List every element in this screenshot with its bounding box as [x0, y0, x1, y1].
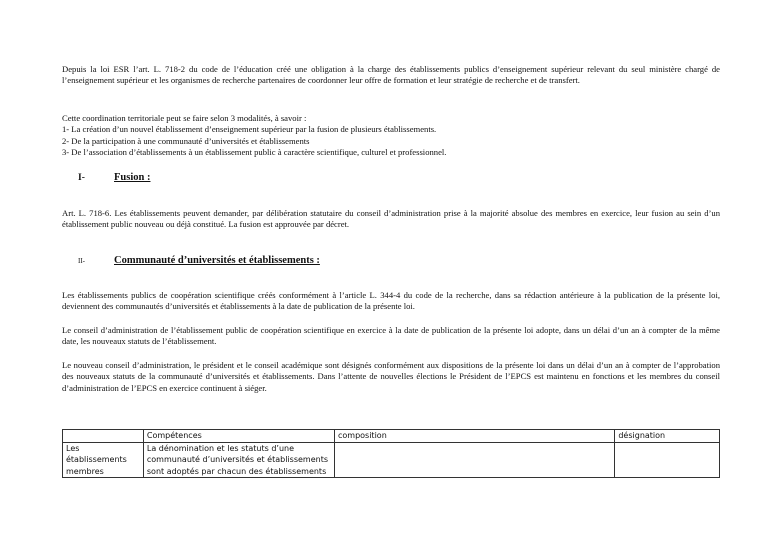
table-header-row [63, 430, 720, 443]
table-header-cell: Compétences [143, 430, 334, 443]
section-1-text: Art. L. 718-6. Les établissements peuvent demander, par délibération statutaire du conseil d’administration prise à la majorité absolue des membres en exercice, leur fusion au sein d’un établissement public nouveau ou déjà constitué. La fusion est approuvée par décret. [62, 208, 720, 230]
section-1-title: Fusion : [114, 172, 151, 183]
coordination-block [62, 113, 720, 158]
coordination-item-2: 2- De la participation à une communauté d’universités et établissements [62, 135, 310, 146]
comparison-table [62, 429, 720, 478]
table-header-cell [63, 430, 144, 443]
section-2-paragraph-1: Les établissements publics de coopération scientifique créés conformément à l’article L. 344-4 du code de la recherche, dans sa rédaction antérieure à la publication de la présente loi, deviennent des communautés d’universités et établissements à la date de publication de la présente loi. [62, 290, 720, 312]
coordination-item-1: 1- La création d’un nouvel établissement d’enseignement supérieur par la fusion de plusieurs établissements. [62, 124, 437, 135]
table-cell [615, 442, 720, 478]
table-row [63, 442, 720, 478]
section-2-number: II- [78, 257, 85, 265]
section-1-heading [62, 172, 150, 183]
table-header-cell: désignation [615, 430, 720, 443]
section-2-paragraph-3: Le nouveau conseil d’administration, le président et le conseil académique sont désignés conformément aux dispositions de la présente loi dans un délai d’un an à compter de l’approbation des nouveaux statuts de la communauté d’universités et établissements. Dans l’attente de nouvelles élections le Président de l’EPCS est maintenu en fonctions et les membres du conseil d’administration de l’EPCS en exercice continuent à siéger. [62, 360, 720, 393]
table-cell: La dénomination et les statuts d’une communauté d’universités et établissements sont adoptés par chacun des établissements [143, 442, 334, 478]
table-header-cell: composition [334, 430, 614, 443]
section-2-heading [62, 255, 320, 266]
section-1-number: I- [78, 173, 85, 183]
section-2-title: Communauté d’universités et établissements : [114, 255, 320, 266]
coordination-item-3: 3- De l’association d’établissements à un établissement public à caractère scientifique, culturel et professionnel. [62, 146, 447, 157]
table-cell [334, 442, 614, 478]
section-2-paragraph-2: Le conseil d’administration de l’établissement public de coopération scientifique en exercice à la date de publication de la présente loi adopte, dans un délai d’un an à compter de la même date, les nouveaux statuts de l’établissement. [62, 325, 720, 347]
intro-paragraph: Depuis la loi ESR l’art. L. 718-2 du code de l’éducation créé une obligation à la charge des établissements publics d’enseignement supérieur relevant du seul ministère chargé de l’enseignement supérieur et les organismes de recherche partenaires de coordonner leur offre de formation et leur stratégie de recherche et de transfert. [62, 64, 720, 86]
table-cell: Les établissements membres [63, 442, 144, 478]
coordination-lead: Cette coordination territoriale peut se faire selon 3 modalités, à savoir : [62, 113, 307, 123]
